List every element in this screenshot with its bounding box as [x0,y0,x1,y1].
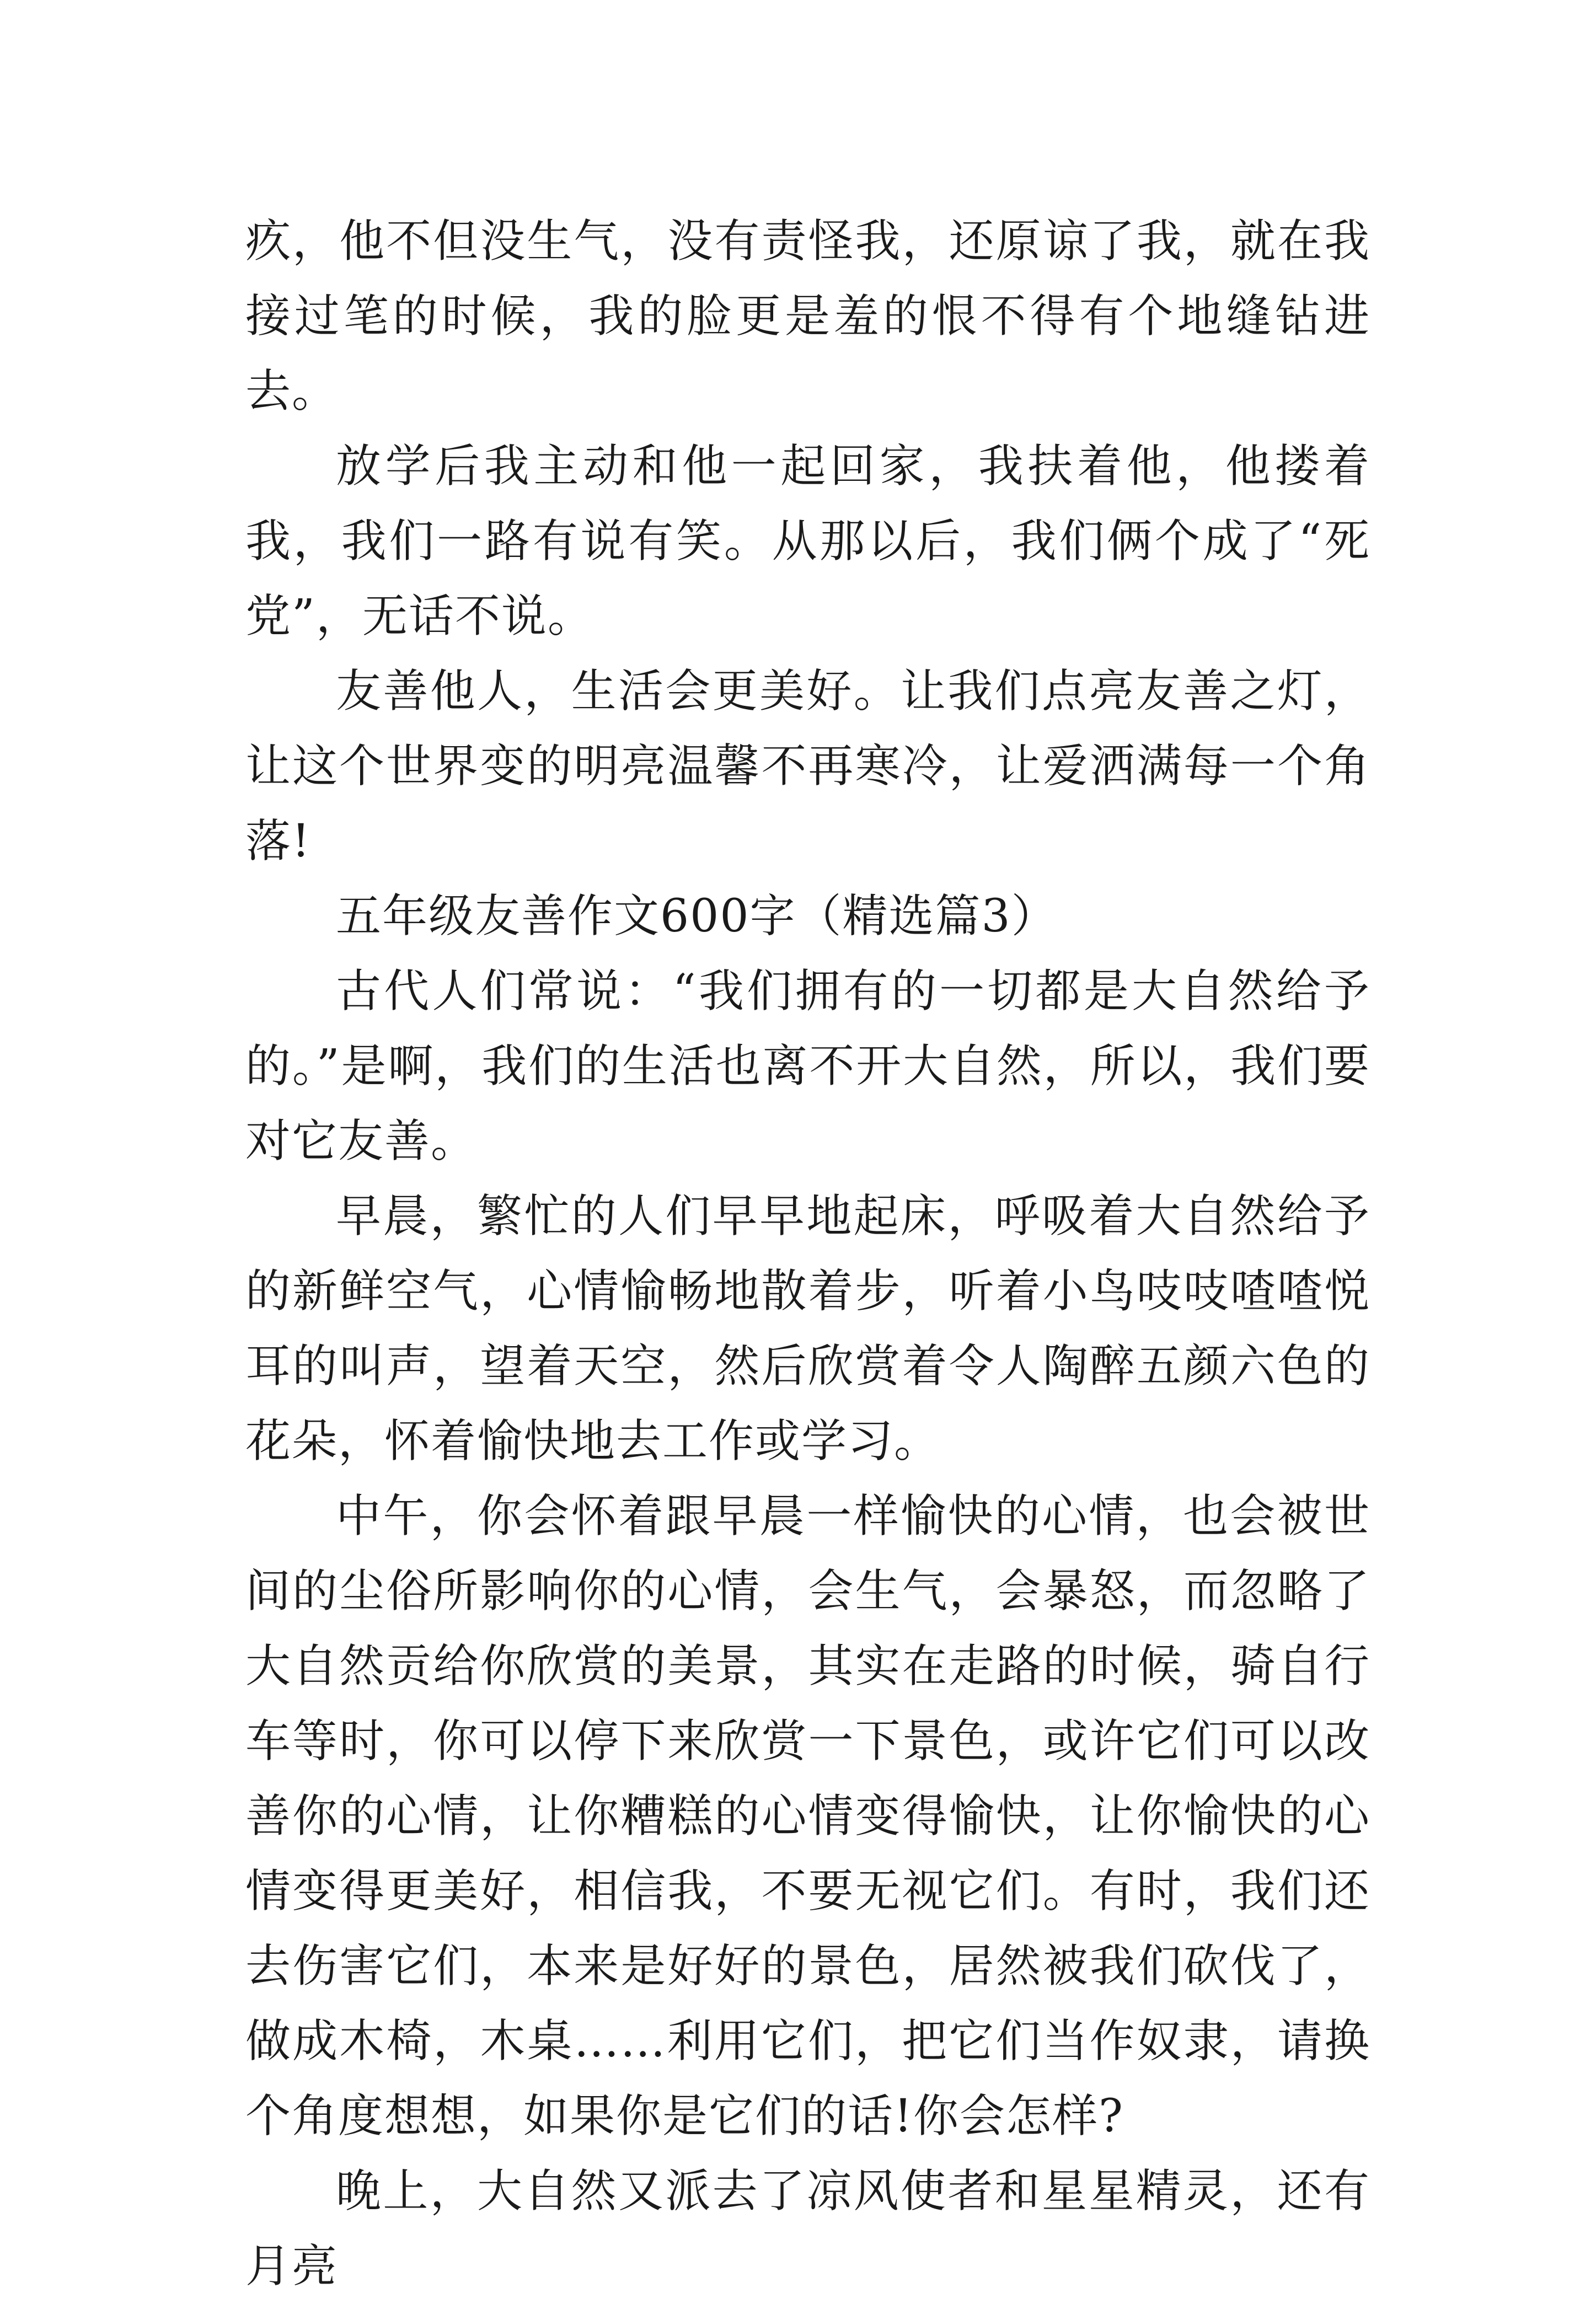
paragraph: 晚上，大自然又派去了凉风使者和星星精灵，还有月亮 [245,2165,1370,2292]
paragraph: 放学后我主动和他一起回家，我扶着他，他搂着我，我们一路有说有笑。从那以后，我们俩个成了“死党”，无话不说。 [245,440,1370,642]
paragraph: 中午，你会怀着跟早晨一样愉快的心情，也会被世间的尘俗所影响你的心情，会生气，会暴怒，而忽略了大自然贡给你欣赏的美景，其实在走路的时候，骑自行车等时，你可以停下来欣赏一下景色，或许它们可以改善你的心情，让你糟糕的心情变得愉快，让你愉快的心情变得更美好，相信我，不要无视它们。有时，我们还去伤害它们，本来是好好的景色，居然被我们砍伐了，做成木椅，木桌……利用它们，把它们当作奴隶，请换个角度想想，如果你是它们的话!你会怎样? [245,1490,1370,2142]
document-body [245,204,1370,2304]
section-heading: 五年级友善作文600字（精选篇3） [336,890,1058,942]
paragraph: 古代人们常说：“我们拥有的一切都是大自然给予的。”是啊，我们的生活也离不开大自然，所以，我们要对它友善。 [245,965,1370,1167]
paragraph: 友善他人，生活会更美好。让我们点亮友善之灯，让这个世界变的明亮温馨不再寒冷，让爱洒满每一个角落! [245,665,1370,867]
paragraph: 疚，他不但没生气，没有责怪我，还原谅了我，就在我接过笔的时候，我的脸更是羞的恨不得有个地缝钻进去。 [245,215,1370,417]
paragraph: 早晨，繁忙的人们早早地起床，呼吸着大自然给予的新鲜空气，心情愉畅地散着步，听着小鸟吱吱喳喳悦耳的叫声，望着天空，然后欣赏着令人陶醉五颜六色的花朵，怀着愉快地去工作或学习。 [245,1190,1370,1467]
